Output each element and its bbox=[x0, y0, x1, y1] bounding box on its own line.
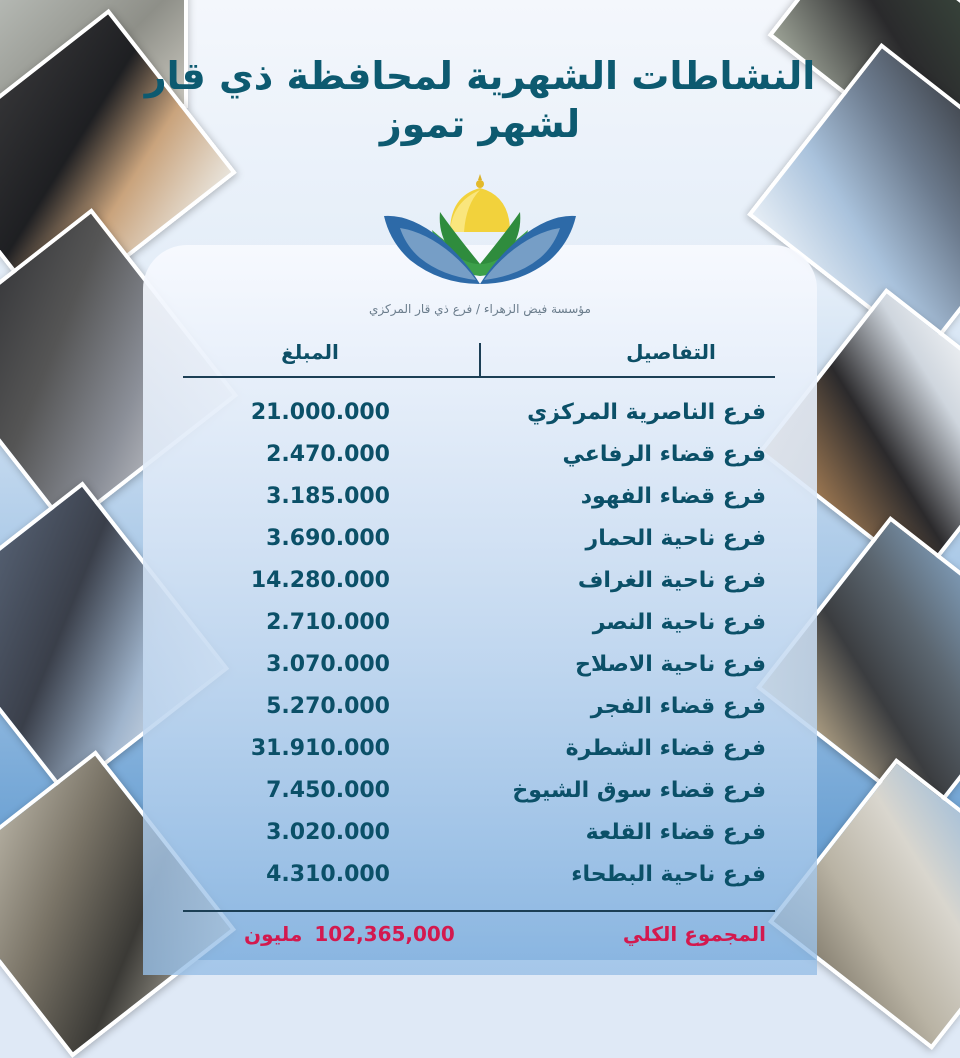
branch-name: فرع قضاء الفجر bbox=[590, 694, 766, 719]
table-row bbox=[180, 648, 780, 688]
organization-name: مؤسسة فيض الزهراء / فرع ذي قار المركزي bbox=[369, 302, 591, 316]
branch-name: فرع ناحية البطحاء bbox=[571, 862, 766, 887]
total-label: المجموع الكلي bbox=[622, 922, 766, 946]
branch-amount: 31.910.000 bbox=[250, 736, 390, 761]
branch-name: فرع ناحية الحمار bbox=[585, 526, 766, 551]
table-row bbox=[180, 732, 780, 772]
table-row bbox=[180, 522, 780, 562]
total-amount bbox=[232, 922, 462, 946]
table-row bbox=[180, 564, 780, 604]
branch-name: فرع ناحية النصر bbox=[592, 610, 766, 635]
table-row bbox=[180, 396, 780, 436]
branch-name: فرع قضاء الرفاعي bbox=[562, 442, 766, 467]
table-row bbox=[180, 690, 780, 730]
branch-amount: 21.000.000 bbox=[250, 400, 390, 425]
branch-name: فرع قضاء القلعة bbox=[585, 820, 766, 845]
title-line-2: لشهر تموز bbox=[379, 102, 581, 146]
branch-amount: 3.185.000 bbox=[266, 484, 390, 509]
branch-amount: 3.020.000 bbox=[266, 820, 390, 845]
branch-amount: 7.450.000 bbox=[266, 778, 390, 803]
branch-name: فرع ناحية الغراف bbox=[577, 568, 766, 593]
branch-name: فرع ناحية الاصلاح bbox=[575, 652, 766, 677]
column-header-amount: المبلغ bbox=[281, 340, 339, 364]
branch-name: فرع قضاء الشطرة bbox=[565, 736, 766, 761]
title-line-1: النشاطات الشهرية لمحافظة ذي قار bbox=[144, 54, 816, 98]
branch-amount: 3.070.000 bbox=[266, 652, 390, 677]
branch-amount: 14.280.000 bbox=[250, 568, 390, 593]
table-row bbox=[180, 774, 780, 814]
total-value: 102,365,000 bbox=[314, 922, 455, 946]
branch-amount: 2.710.000 bbox=[266, 610, 390, 635]
table-row bbox=[180, 816, 780, 856]
column-header-details: التفاصيل bbox=[626, 340, 716, 364]
table-row bbox=[180, 606, 780, 646]
branch-amount: 4.310.000 bbox=[266, 862, 390, 887]
table-row bbox=[180, 858, 780, 898]
branch-amount: 5.270.000 bbox=[266, 694, 390, 719]
branch-amount: 3.690.000 bbox=[266, 526, 390, 551]
branch-name: فرع قضاء الفهود bbox=[580, 484, 766, 509]
total-divider bbox=[183, 910, 775, 912]
branch-name: فرع قضاء سوق الشيوخ bbox=[512, 778, 766, 803]
branch-name: فرع الناصرية المركزي bbox=[527, 400, 766, 425]
table-row bbox=[180, 438, 780, 478]
branch-amount: 2.470.000 bbox=[266, 442, 390, 467]
total-unit: مليون bbox=[244, 922, 303, 946]
table-row bbox=[180, 480, 780, 520]
